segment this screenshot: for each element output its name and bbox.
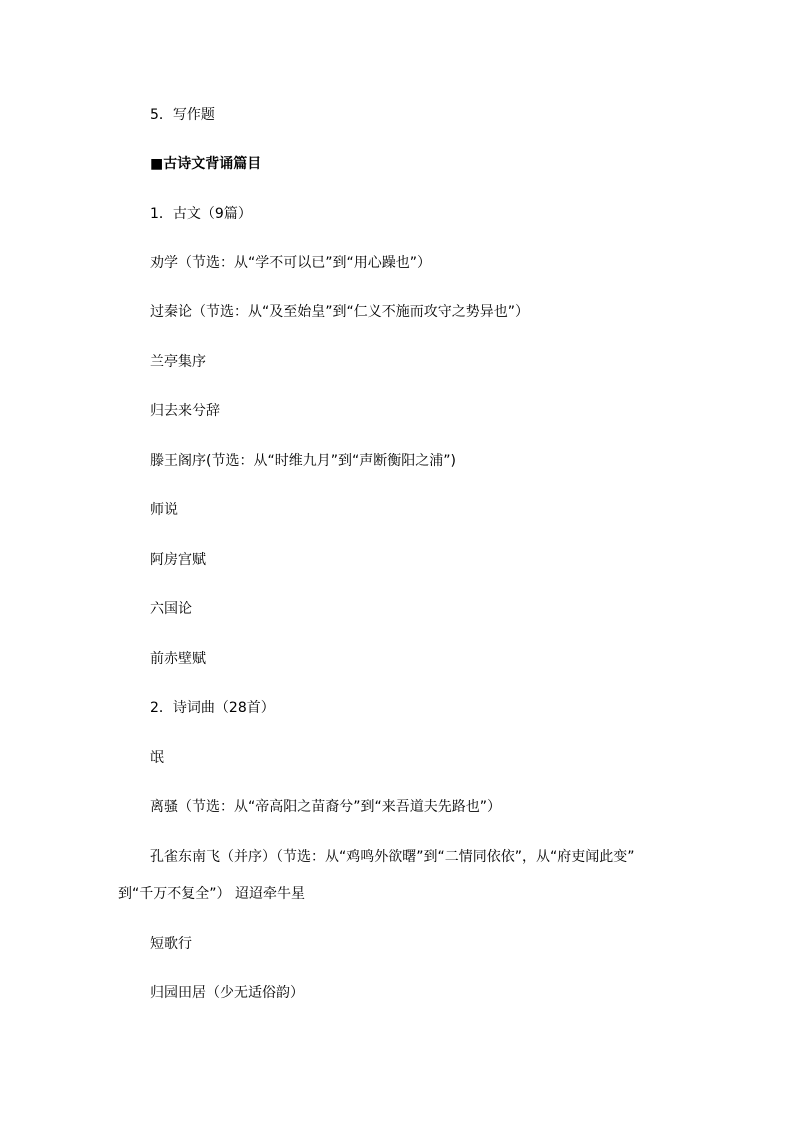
- list-item: 六国论: [150, 601, 192, 617]
- list-item: 归园田居（少无适俗韵）: [150, 985, 304, 1001]
- poetry-label: 2．诗词曲（28首）: [150, 700, 275, 716]
- list-item: 兰亭集序: [150, 354, 206, 370]
- list-item-continuation: 到“千万不复全”） 迢迢牵牛星: [118, 886, 305, 902]
- writing-section-label: 5．写作题: [150, 107, 215, 123]
- list-item: 滕王阁序(节选：从“时维九月”到“声断衡阳之浦”): [150, 453, 456, 469]
- list-item: 劝学（节选：从“学不可以已”到“用心躁也”）: [150, 255, 432, 271]
- list-item: 离骚（节选：从“帝高阳之苗裔兮”到“来吾道夫先路也”）: [150, 799, 502, 815]
- list-item: 氓: [150, 750, 164, 766]
- ancient-prose-label: 1．古文（9篇）: [150, 206, 252, 222]
- list-item: 过秦论（节选：从“及至始皇”到“仁义不施而攻守之势异也”）: [150, 304, 530, 320]
- list-item: 归去来兮辞: [150, 403, 220, 419]
- recitation-heading: ■古诗文背诵篇目: [150, 156, 262, 172]
- list-item: 前赤壁赋: [150, 651, 206, 667]
- list-item: 孔雀东南飞（并序）（节选：从“鸡鸣外欲曙”到“二情同依依”，从“府吏闻此变”: [150, 849, 635, 865]
- list-item: 阿房宫赋: [150, 552, 206, 568]
- list-item: 师说: [150, 502, 178, 518]
- list-item: 短歌行: [150, 936, 192, 952]
